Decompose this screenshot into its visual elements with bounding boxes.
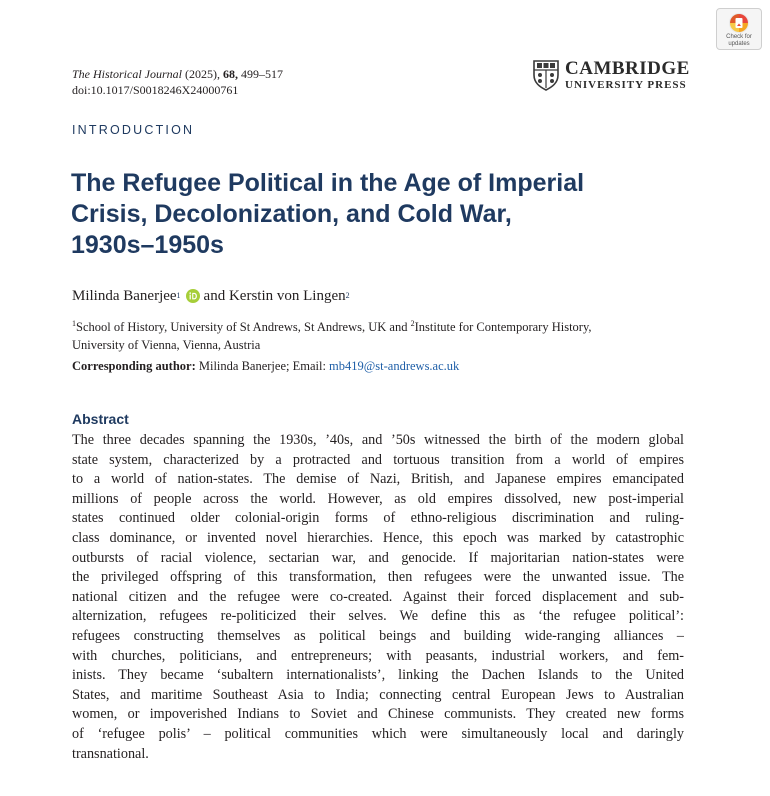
affiliations <box>72 318 692 354</box>
abstract-line: class dominance, or invented novel hierarchies. Hence, this epoch was marked by catastrophic <box>72 529 684 546</box>
title-line: Crisis, Decolonization, and Cold War, <box>71 200 512 228</box>
abstract-line: of ‘refugee polis’ – political communities which were simultaneously local and daringly <box>72 725 684 742</box>
journal-year: (2025), <box>185 67 220 81</box>
author-name[interactable]: Milinda Banerjee <box>72 288 177 304</box>
affiliation-text: Institute for Contemporary History, <box>414 320 592 334</box>
journal-name: The Historical Journal <box>72 67 182 81</box>
doi[interactable]: doi:10.1017/S0018246X24000761 <box>72 83 239 97</box>
article-title <box>71 168 671 261</box>
abstract-heading: Abstract <box>72 411 129 427</box>
abstract-line: with churches, politicians, and entrepreneurs; with peasants, industrial workers, and fem- <box>72 647 684 664</box>
corresponding-text: Milinda Banerjee; Email: <box>195 359 330 373</box>
journal-pages: 499–517 <box>241 67 283 81</box>
orcid-icon[interactable] <box>186 289 200 303</box>
abstract-line: national citizen and the refugee were co-created. Against their forced displacement and sub- <box>72 588 684 605</box>
affiliation-text: School of History, University of St Andrews, St Andrews, UK and <box>76 320 411 334</box>
journal-volume: 68, <box>223 67 238 81</box>
title-line: 1930s–1950s <box>71 231 224 259</box>
author-list: Milinda Banerjee 1 and Kerstin von Lingen 2 <box>72 288 350 304</box>
abstract-line: women, or impoverished Indians to Soviet and Chinese communists. They created new forms <box>72 706 684 723</box>
author-name[interactable]: Kerstin von Lingen <box>228 288 346 304</box>
abstract-line: alternization, refugees re-politicized their selves. We define this as ‘the refugee political’: <box>72 608 684 625</box>
abstract-line: outbursts of racial violence, sectarian war, and genocide. If majoritarian nation-states were <box>72 549 684 566</box>
abstract-line: state system, characterized by a protracted and tortuous transition from a world of empires <box>72 451 684 468</box>
email-link[interactable]: mb419@st-andrews.ac.uk <box>329 359 460 373</box>
abstract-line: the privileged offspring of this transformation, then refugees were the unwanted issue. The <box>72 569 684 586</box>
affiliation-mark: 2 <box>410 318 415 328</box>
abstract-line: refugees constructing themselves as political beings and building wide-ranging alliances – <box>72 627 684 644</box>
abstract-line: States, and maritime Southeast Asia to India; connecting central European Jews to Australian <box>72 686 684 703</box>
corresponding-author <box>72 357 459 375</box>
title-line: The Refugee Political in the Age of Imperial <box>71 169 585 197</box>
abstract-line: transnational. <box>72 745 149 762</box>
affiliation-mark: 1 <box>72 318 76 328</box>
abstract-line: to a world of nation-states. The demise of Nazi, British, and Japanese empires emancipated <box>72 471 684 488</box>
publisher-subname: UNIVERSITY PRESS <box>565 79 687 91</box>
publisher-logo <box>532 58 690 92</box>
abstract-line: inists. They became ‘subaltern internationalists’, linking the Dachen Islands to the United <box>72 667 684 684</box>
abstract-body <box>72 431 684 764</box>
check-for-updates-label: Check for updates <box>726 34 752 47</box>
check-for-updates-badge[interactable] <box>716 8 762 50</box>
cambridge-shield-icon <box>532 59 560 91</box>
journal-citation <box>72 66 283 82</box>
abstract-line: states continued older colonial-origin forms of ethno-religious discrimination and ruling- <box>72 510 684 527</box>
check-for-updates-icon <box>728 12 750 34</box>
author-conjunction: and <box>203 288 226 304</box>
publisher-name: CAMBRIDGE <box>565 58 690 79</box>
corresponding-label: Corresponding author: <box>72 359 196 373</box>
affiliation-text: University of Vienna, Vienna, Austria <box>72 338 261 352</box>
section-label: INTRODUCTION <box>72 123 195 137</box>
abstract-line: millions of people across the world. However, as old empires dissolved, new post-imperial <box>72 490 684 507</box>
abstract-line: The three decades spanning the 1930s, ’40s, and ’50s witnessed the birth of the modern global <box>72 432 684 448</box>
